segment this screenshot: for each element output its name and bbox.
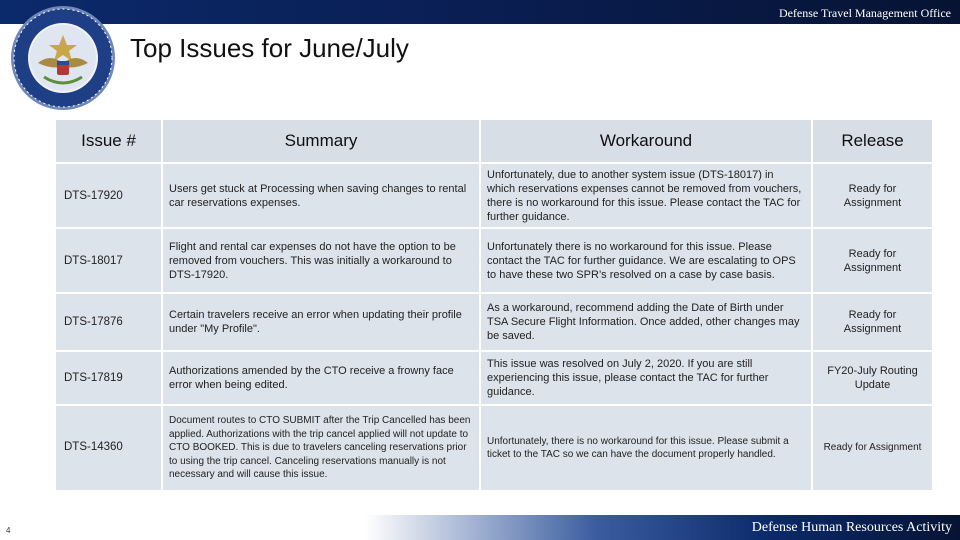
column-header-summary: Summary (163, 120, 479, 162)
issue-id: DTS-17876 (56, 294, 161, 350)
issue-workaround: As a workaround, recommend adding the Date of Birth under TSA Secure Flight Information. Once added, other changes may be saved. (481, 294, 811, 350)
issue-summary: Certain travelers receive an error when updating their profile under "My Profile". (163, 294, 479, 350)
issue-release: Ready for Assignment (813, 294, 932, 350)
page-title: Top Issues for June/July (130, 33, 409, 63)
office-name: Defense Travel Management Office (778, 6, 951, 20)
column-header-issue: Issue # (56, 120, 161, 162)
issue-summary: Document routes to CTO SUBMIT after the Trip Cancelled has been applied. Authorizations with the trip cancel applied will not update to CTO BOOKED. This is due to travelers canceling reservations prior to using the trip cancel. Canceling reservations manually is not necessary and will cause this issue. (163, 406, 479, 490)
column-header-release: Release (813, 120, 932, 162)
issue-release: Ready for Assignment (813, 229, 932, 292)
dtmo-seal-icon (10, 5, 116, 111)
issue-id: DTS-17819 (56, 352, 161, 404)
top-banner (0, 0, 960, 24)
issue-summary: Users get stuck at Processing when saving changes to rental car reservations expenses. (163, 164, 479, 227)
table-header (56, 120, 932, 162)
issue-workaround: Unfortunately there is no workaround for this issue. Please contact the TAC for further guidance. We are escalating to OPS to have these two SPR’s resolved on a case by case basis. (481, 229, 811, 292)
issue-release: FY20-July Routing Update (813, 352, 932, 404)
table-row (56, 229, 932, 292)
issue-id: DTS-17920 (56, 164, 161, 227)
issue-id: DTS-14360 (56, 406, 161, 490)
page-number: 4 (6, 526, 11, 535)
table-row (56, 352, 932, 404)
column-header-workaround: Workaround (481, 120, 811, 162)
issue-release: Ready for Assignment (813, 164, 932, 227)
issue-summary: Authorizations amended by the CTO receive a frowny face error when being edited. (163, 352, 479, 404)
issue-workaround: This issue was resolved on July 2, 2020. If you are still experiencing this issue, please contact the TAC for further guidance. (481, 352, 811, 404)
table-row (56, 406, 932, 490)
issue-summary: Flight and rental car expenses do not have the option to be removed from vouchers. This was initially a workaround to DTS-17920. (163, 229, 479, 292)
issue-workaround: Unfortunately, there is no workaround for this issue. Please submit a ticket to the TAC so we can have the document properly handled. (481, 406, 811, 490)
bottom-banner (0, 515, 960, 540)
issue-id: DTS-18017 (56, 229, 161, 292)
organization-name: Defense Human Resources Activity (751, 520, 952, 535)
issue-workaround: Unfortunately, due to another system issue (DTS-18017) in which reservations expenses cannot be removed from vouchers, there is no workaround for this issue. Please contact the TAC for further guidance. (481, 164, 811, 227)
table-row (56, 164, 932, 227)
table-row (56, 294, 932, 350)
issue-release: Ready for Assignment (813, 406, 932, 490)
issues-table (56, 120, 932, 492)
